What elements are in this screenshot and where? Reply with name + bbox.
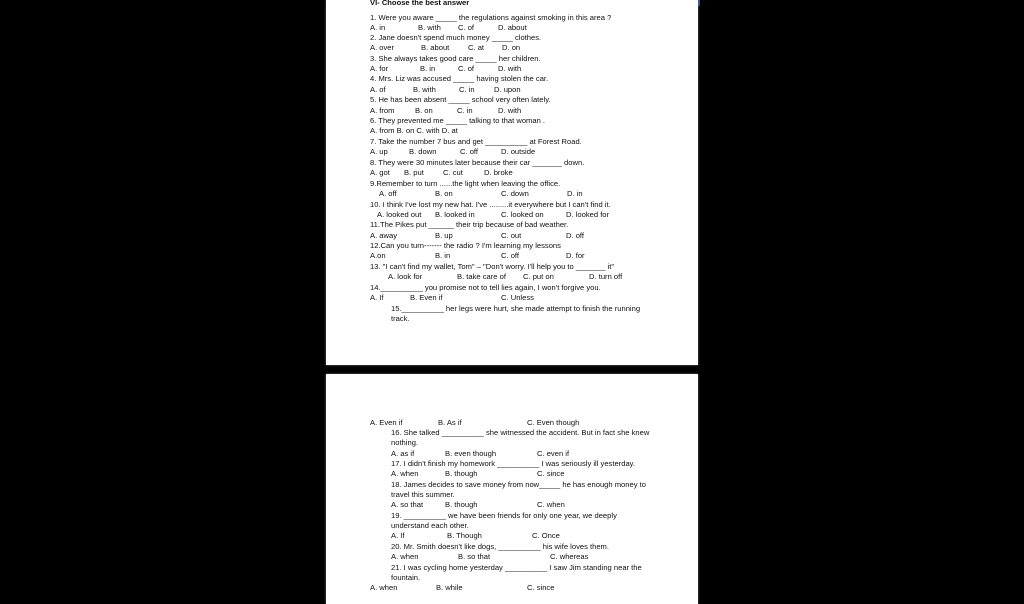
question-16: 16. She talked __________ she witnessed the accident. But in fact she knew — [391, 428, 650, 437]
question-15-continued: track. — [391, 314, 410, 323]
q16-option-b: B. even though — [445, 449, 497, 458]
q5-option-a: A. from — [370, 106, 395, 115]
q18-option-a: A. so that — [391, 500, 424, 509]
question-19: 19. __________ we have been friends for only one year, we deeply — [391, 511, 617, 520]
question-21: 21. I was cycling home yesterday __________ I saw Jim standing near the — [391, 563, 642, 572]
q2-option-d: D. on — [502, 43, 521, 52]
q9-option-a: A. off — [379, 189, 397, 198]
question-7: 7. Take the number 7 bus and get __________ at Forest Road. — [370, 137, 582, 146]
q3-option-a: A. for — [370, 64, 389, 73]
q10-option-c: C. looked on — [501, 210, 544, 219]
q11-option-a: A. away — [370, 231, 398, 240]
q21-option-a: A. when — [370, 583, 398, 592]
question-21-continued: fountain. — [391, 573, 421, 582]
question-4: 4. Mrs. Liz was accused _____ having stolen the car. — [370, 74, 549, 83]
q12-option-c: C. off — [501, 251, 520, 260]
q17-option-b: B. though — [445, 469, 478, 478]
question-8: 8. They were 30 minutes later because their car _______ down. — [370, 158, 585, 167]
q7-option-d: D. outside — [501, 147, 536, 156]
document-page-1 — [326, 0, 698, 365]
q20-option-a: A. when — [391, 552, 419, 561]
q7-option-a: A. up — [370, 147, 388, 156]
q12-option-a: A.on — [370, 251, 386, 260]
question-5: 5. He has been absent _____ school very often lately. — [370, 95, 551, 104]
q7-option-c: C. off — [460, 147, 479, 156]
q4-option-b: B. with — [413, 85, 436, 94]
question-10: 10. I think I've lost my new hat. I've .........it everywhere but I can't find it. — [370, 200, 611, 209]
q20-option-b: B. so that — [458, 552, 491, 561]
q17-option-a: A. when — [391, 469, 419, 478]
document-page-2 — [326, 374, 698, 604]
q1-option-a: A. in — [370, 23, 386, 32]
q8-option-a: A. got — [370, 168, 390, 177]
q14-option-b: B. Even if — [410, 293, 443, 302]
q13-option-a: A. look for — [388, 272, 423, 281]
q10-option-a: A. looked out — [377, 210, 422, 219]
question-3: 3. She always takes good care _____ her children. — [370, 54, 541, 63]
q13-option-c: C. put on — [523, 272, 554, 281]
question-19-continued: understand each other. — [391, 521, 469, 530]
q8-option-c: C. cut — [443, 168, 463, 177]
q5-option-d: D. with — [498, 106, 522, 115]
q16-option-a: A. as if — [391, 449, 415, 458]
q14-option-a: A. If — [370, 293, 384, 302]
q15-option-c: C. Even though — [527, 418, 580, 427]
question-16-continued: nothing. — [391, 438, 419, 447]
q1-option-c: C. of — [458, 23, 475, 32]
q18-option-c: C. when — [537, 500, 565, 509]
q3-option-b: B. in — [420, 64, 436, 73]
question-15: 15.__________ her legs were hurt, she made attempt to finish the running — [391, 304, 641, 313]
q1-option-b: B. with — [418, 23, 441, 32]
q7-option-b: B. down — [409, 147, 437, 156]
q4-option-a: A. of — [370, 85, 386, 94]
q4-option-c: C. in — [459, 85, 475, 94]
question-18-continued: travel this summer. — [391, 490, 455, 499]
q21-option-b: B. while — [436, 583, 463, 592]
question-9: 9.Remember to turn ......the light when leaving the office. — [370, 179, 561, 188]
q13-option-d: D. turn off — [589, 272, 623, 281]
q2-option-c: C. at — [468, 43, 485, 52]
q1-option-d: D. about — [498, 23, 527, 32]
q12-option-d: D. for — [566, 251, 585, 260]
q19-option-b: B. Though — [447, 531, 482, 540]
q12-option-b: B. in — [435, 251, 451, 260]
q5-option-b: B. on — [415, 106, 433, 115]
question-14: 14.__________ you promise not to tell lies again, I won't forgive you. — [370, 283, 601, 292]
q18-option-b: B. though — [445, 500, 478, 509]
question-12: 12.Can you turn------- the radio ? I'm learning my lessons — [370, 241, 561, 250]
question-1: 1. Were you aware _____ the regulations against smoking in this area ? — [370, 13, 612, 22]
q11-option-c: C. out — [501, 231, 522, 240]
q19-option-a: A. If — [391, 531, 405, 540]
q4-option-d: D. upon — [494, 85, 521, 94]
question-6: 6. They prevented me _____ talking to that woman . — [370, 116, 546, 125]
q10-option-b: B. looked in — [435, 210, 475, 219]
q21-option-c: C. since — [527, 583, 555, 592]
q9-option-b: B. on — [435, 189, 453, 198]
q10-option-d: D. looked for — [566, 210, 610, 219]
q11-option-b: B. up — [435, 231, 453, 240]
question-18: 18. James decides to save money from now_____ he has enough money to — [391, 480, 646, 489]
q9-option-c: C. down — [501, 189, 529, 198]
question-11: 11.The Pikes put ______ their trip because of bad weather. — [370, 220, 569, 229]
q16-option-c: C. even if — [537, 449, 570, 458]
q15-option-a: A. Even if — [370, 418, 403, 427]
q20-option-c: C. whereas — [550, 552, 589, 561]
q3-option-c: C. of — [458, 64, 475, 73]
q19-option-c: C. Once — [532, 531, 560, 540]
question-17: 17. I didn't finish my homework __________ I was seriously ill yesterday. — [391, 459, 636, 468]
q13-option-b: B. take care of — [457, 272, 506, 281]
q14-option-c: C. Unless — [501, 293, 534, 302]
q17-option-c: C. since — [537, 469, 565, 478]
q3-option-d: D. with — [498, 64, 522, 73]
question-13: 13. "I can't find my wallet, Tom" – "Don't worry. I'll help you to _______ it" — [370, 262, 615, 271]
section-heading: VI- Choose the best answer — [370, 0, 470, 7]
q6-options: A. from B. on C. with D. at — [370, 126, 458, 135]
question-20: 20. Mr. Smith doesn't like dogs, __________ his wife loves them. — [391, 542, 609, 551]
q8-option-b: B. put — [404, 168, 424, 177]
q2-option-a: A. over — [370, 43, 395, 52]
q11-option-d: D. off — [566, 231, 585, 240]
q15-option-b: B. As if — [438, 418, 462, 427]
q5-option-c: C. in — [457, 106, 473, 115]
q2-option-b: B. about — [421, 43, 450, 52]
q9-option-d: D. in — [567, 189, 583, 198]
question-2: 2. Jane doesn't spend much money _____ clothes. — [370, 33, 542, 42]
q8-option-d: D. broke — [484, 168, 513, 177]
